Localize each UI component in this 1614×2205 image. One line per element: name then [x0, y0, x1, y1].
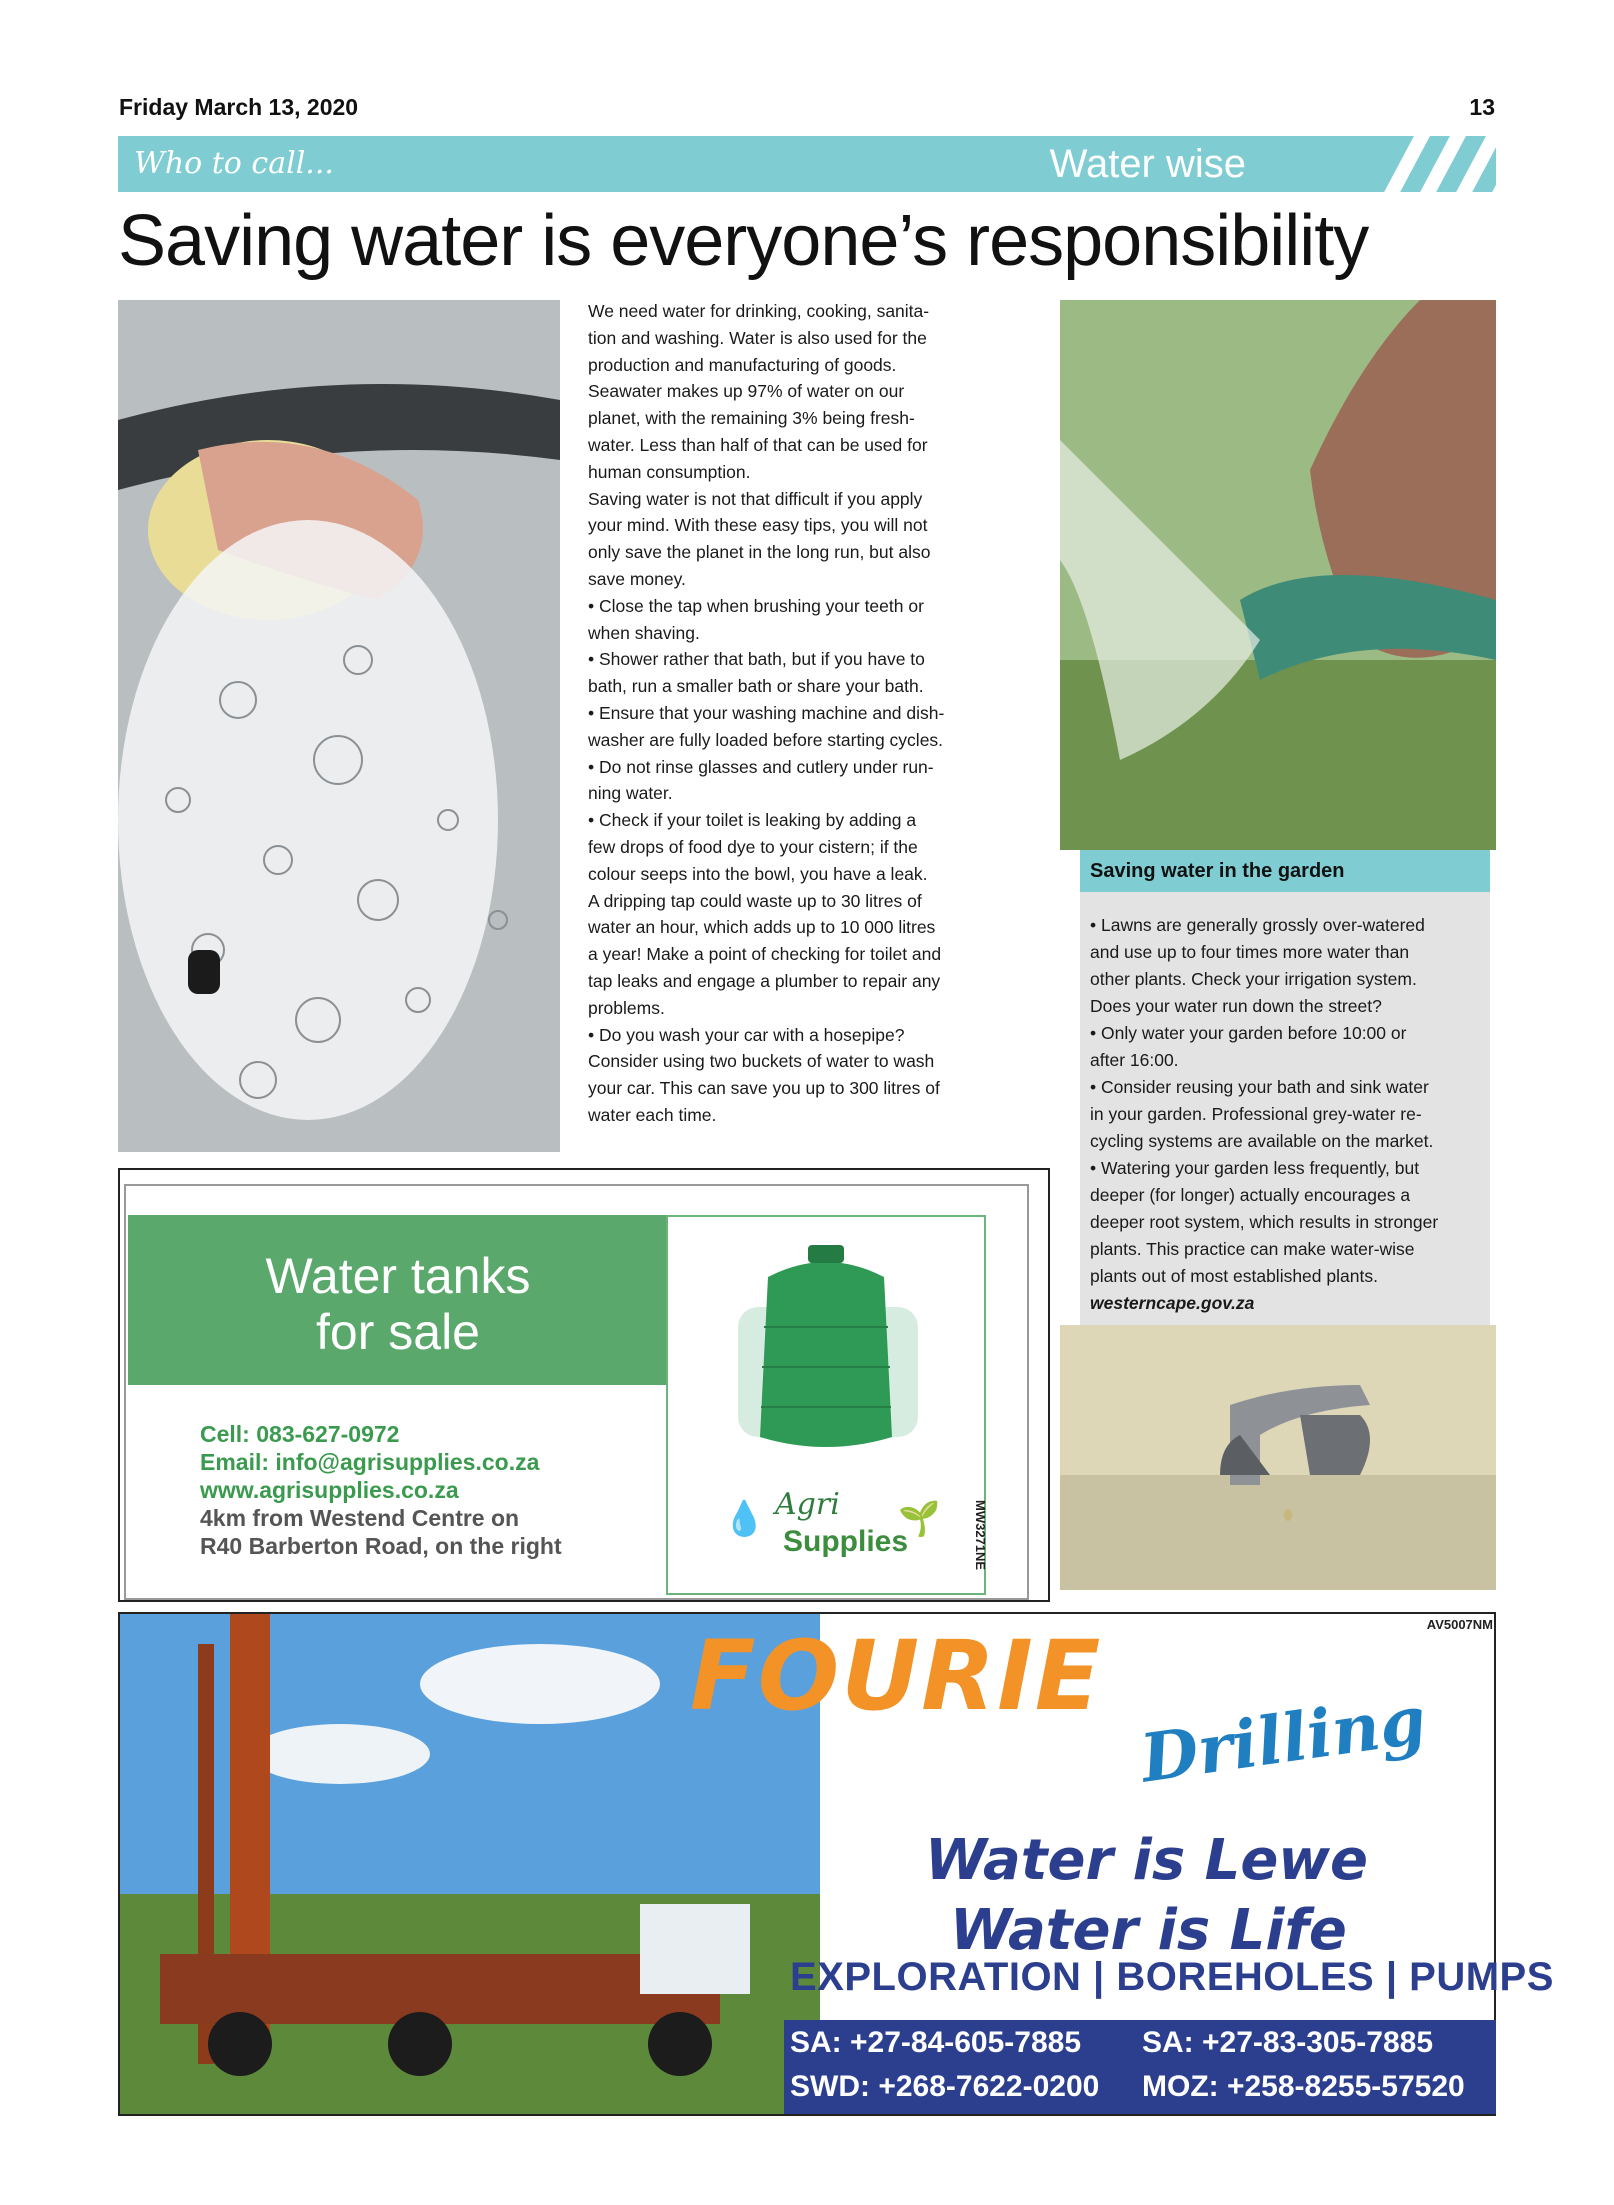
garden-tips-sidebar: [1080, 850, 1490, 1332]
body-line: bath, run a smaller bath or share your bath.: [588, 676, 924, 697]
article-headline: Saving water is everyone’s responsibility: [118, 201, 1369, 281]
drilling-services: EXPLORATION | BOREHOLES | PUMPS: [790, 1955, 1554, 1999]
body-line: • Check if your toilet is leaking by adding a: [588, 810, 917, 831]
phone-moz: MOZ: +258-8255-57520: [1142, 2070, 1465, 2103]
body-line: when shaving.: [588, 622, 700, 643]
sidebar-title: Saving water in the garden: [1080, 850, 1490, 892]
body-line: Seawater makes up 97% of water on our: [588, 381, 905, 402]
body-line: washer are fully loaded before starting cycles.: [588, 729, 944, 750]
body-line: your mind. With these easy tips, you will not: [588, 515, 928, 536]
body-line: few drops of food dye to your cistern; if the: [588, 836, 918, 857]
article-body: [588, 298, 1008, 1129]
sidebar-line: plants. This practice can make water-wise: [1090, 1239, 1415, 1259]
body-line: production and manufacturing of goods.: [588, 354, 897, 375]
ad-tanks-contact: [200, 1420, 562, 1560]
sidebar-line: • Only water your garden before 10:00 or: [1090, 1023, 1407, 1043]
dripping-tap-photo: [1060, 1325, 1496, 1590]
ad-tanks-title-line: Water tanks: [265, 1248, 531, 1304]
logo-brand-line1: Agri: [775, 1487, 840, 1522]
page-number: 13: [1469, 94, 1495, 120]
sidebar-line: other plants. Check your irrigation system.: [1090, 969, 1417, 989]
sidebar-line: • Watering your garden less frequently, but: [1090, 1158, 1420, 1178]
body-line: • Shower rather that bath, but if you have to: [588, 649, 925, 670]
slogan-english: Water is Life: [950, 1898, 1347, 1963]
fourie-brand: FOURIE: [690, 1620, 1103, 1732]
body-line: save money.: [588, 568, 686, 589]
sidebar-body: [1090, 912, 1485, 1317]
body-line: only save the planet in the long run, but also: [588, 542, 931, 563]
slogan-afrikaans: Water is Lewe: [925, 1828, 1369, 1893]
water-drop-icon: 💧: [723, 1500, 766, 1538]
sidebar-line: • Consider reusing your bath and sink water: [1090, 1077, 1429, 1097]
body-line: human consumption.: [588, 461, 751, 482]
body-line: tap leaks and engage a plumber to repair any: [588, 970, 941, 991]
sidebar-line: • Lawns are generally grossly over-watered: [1090, 915, 1425, 935]
body-line: water. Less than half of that can be used for: [588, 434, 928, 455]
ad-tanks-title-line: for sale: [316, 1304, 480, 1360]
body-line: • Do not rinse glasses and cutlery under run-: [588, 756, 934, 777]
body-line: planet, with the remaining 3% being fresh-: [588, 408, 915, 429]
water-tank-icon: [668, 1217, 984, 1467]
sidebar-line: deeper (for longer) actually encourages a: [1090, 1185, 1411, 1205]
ad-tank-image-box: [666, 1215, 986, 1595]
phone-sa-2: SA: +27-83-305-7885: [1142, 2026, 1434, 2059]
body-line: problems.: [588, 997, 665, 1018]
body-line: Saving water is not that difficult if you apply: [588, 488, 923, 509]
ad-website: www.agrisupplies.co.za: [200, 1477, 459, 1503]
banner-left-label: Who to call...: [134, 146, 334, 181]
body-line: a year! Make a point of checking for toilet and: [588, 944, 942, 965]
sidebar-line: plants out of most established plants.: [1090, 1266, 1378, 1286]
ad-address: R40 Barberton Road, on the right: [200, 1533, 562, 1559]
banner-section-label: Water wise: [1049, 142, 1246, 186]
agri-supplies-logo: [723, 1479, 941, 1569]
body-line: A dripping tap could waste up to 30 litres of: [588, 890, 922, 911]
body-line: ning water.: [588, 783, 673, 804]
drilling-brand: Drilling: [1135, 1680, 1431, 1798]
ad-address: 4km from Westend Centre on: [200, 1505, 520, 1531]
body-line: We need water for drinking, cooking, sanita-: [588, 301, 930, 321]
sidebar-source: westerncape.gov.za: [1090, 1293, 1255, 1313]
sidebar-line: and use up to four times more water than: [1090, 942, 1410, 962]
sidebar-line: deeper root system, which results in stronger: [1090, 1212, 1439, 1232]
body-line: water an hour, which adds up to 10 000 litres: [588, 917, 936, 938]
garden-hose-photo: [1060, 300, 1496, 850]
ad-email: Email: info@agrisupplies.co.za: [200, 1449, 540, 1475]
sponge-washing-photo: [118, 300, 560, 1152]
body-line: Consider using two buckets of water to wash: [588, 1051, 935, 1072]
body-line: tion and washing. Water is also used for the: [588, 327, 927, 348]
phone-swd: SWD: +268-7622-0200: [790, 2070, 1100, 2103]
logo-brand-line2: Supplies: [783, 1525, 909, 1558]
body-line: • Do you wash your car with a hosepipe?: [588, 1024, 905, 1045]
body-line: colour seeps into the bowl, you have a leak.: [588, 863, 928, 884]
ad-reference-code: AV5007NM: [1426, 1617, 1493, 1632]
sidebar-line: after 16:00.: [1090, 1050, 1179, 1070]
section-banner: [118, 136, 1496, 192]
body-line: water each time.: [588, 1104, 717, 1125]
sidebar-line: Does your water run down the street?: [1090, 996, 1382, 1016]
body-line: your car. This can save you up to 300 litres of: [588, 1078, 940, 1099]
issue-date: Friday March 13, 2020: [119, 94, 359, 120]
drilling-phone-panel: [784, 2020, 1496, 2114]
sidebar-line: cycling systems are available on the market.: [1090, 1131, 1434, 1151]
leaf-icon: 🌱: [898, 1500, 941, 1538]
phone-sa-1: SA: +27-84-605-7885: [790, 2026, 1082, 2059]
body-line: • Close the tap when brushing your teeth or: [588, 595, 924, 616]
sidebar-line: in your garden. Professional grey-water re-: [1090, 1104, 1422, 1124]
ad-tanks-title: [128, 1248, 668, 1360]
ad-cell: Cell: 083-627-0972: [200, 1421, 400, 1447]
ad-reference-code: MW3271NE: [973, 1500, 988, 1571]
body-line: • Ensure that your washing machine and dish-: [588, 702, 945, 723]
